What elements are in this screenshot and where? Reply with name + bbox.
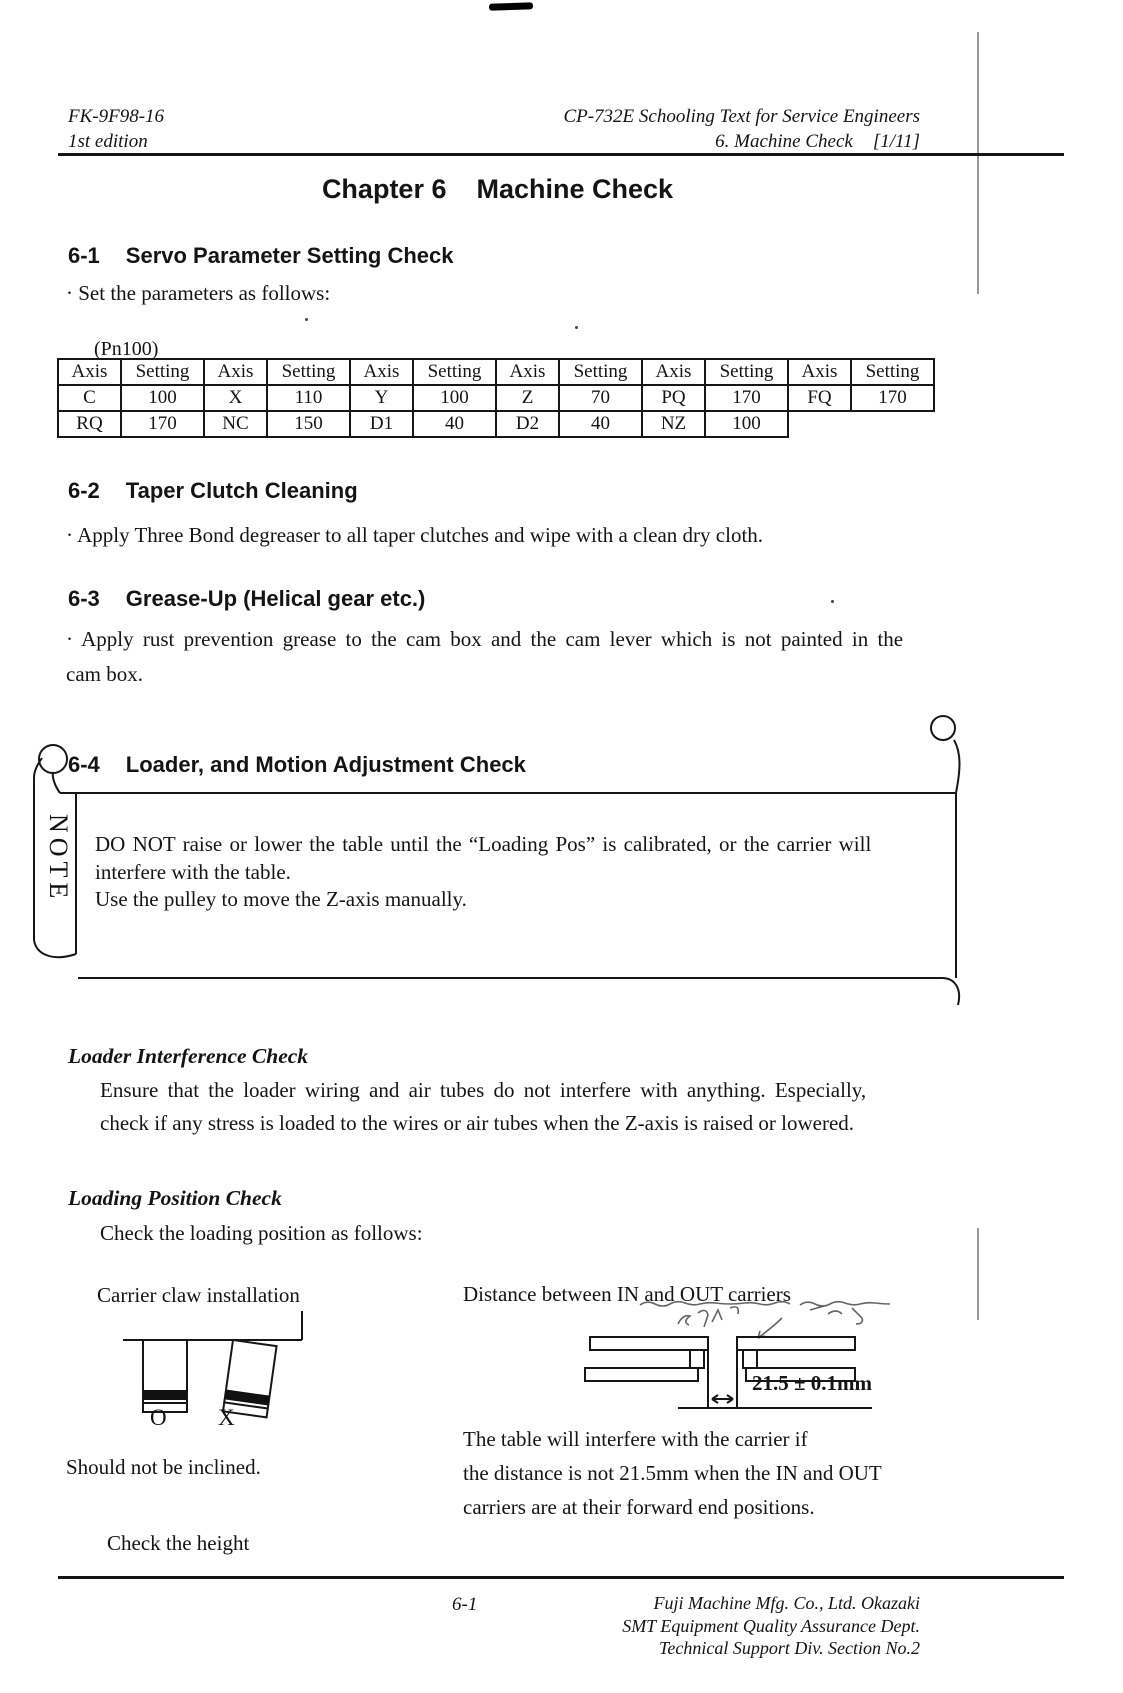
setting-cell: 40 [559,411,642,437]
claw-diagram-title: Carrier claw installation [97,1283,300,1307]
setting-header: Setting [413,359,496,385]
dimension-arrow [712,1395,733,1403]
section-6-3-body [66,622,926,692]
claw-caption: Should not be inclined. [66,1455,261,1479]
caption-line: the distance is not 21.5mm when the IN and OUT [463,1461,882,1485]
in-carrier-web [690,1350,704,1368]
section-title: Taper Clutch Cleaning [125,478,358,503]
handwritten-annotation [810,1306,862,1324]
section-heading-6-1 [68,243,454,269]
scan-edge-line-top [977,32,979,294]
note-label: NOTE [44,814,73,904]
axis-header: Axis [58,359,121,385]
org-line: Technical Support Div. Section No.2 [659,1638,920,1658]
scan-speck [575,326,578,329]
body-line: Ensure that the loader wiring and air tubes do not interfere with anything. Especially, [100,1078,867,1102]
scroll-top-left-join [53,772,60,793]
scroll-top-right-curl [931,716,955,740]
setting-header: Setting [559,359,642,385]
header-left [68,104,164,154]
distance-caption [463,1422,925,1524]
handwritten-annotation [698,1310,708,1327]
handwritten-annotation [730,1307,738,1314]
section-number: 6-2 [68,478,100,503]
handwritten-underline [640,1302,790,1306]
carrier-claw-diagram [95,1303,330,1421]
table-header-row [58,359,934,385]
setting-cell: 100 [413,385,496,411]
handwritten-arrow [758,1318,782,1338]
section-number: 6-3 [68,586,100,611]
in-carrier-bottom-bar [585,1368,698,1381]
setting-cell: 70 [559,385,642,411]
scan-smudge-top [489,2,533,11]
axis-cell: RQ [58,411,121,437]
ribbon-bottom-curve [34,940,76,957]
axis-cell: PQ [642,385,705,411]
chapter-label: Chapter 6 [321,174,447,204]
scan-speck [831,600,834,603]
scroll-top-right-tail [954,740,960,793]
section-title: Loader, and Motion Adjustment Check [125,752,526,777]
section-heading-6-3 [68,586,425,612]
section-6-2-body: · Apply Three Bond degreaser to all taper clutches and wipe with a clean dry cloth. [66,523,764,547]
servo-parameter-table [57,358,935,438]
axis-header: Axis [788,359,851,385]
loading-position-body: Check the loading position as follows: [100,1221,423,1245]
caption-line: The table will interfere with the carrier if [463,1427,808,1451]
section-title: Grease-Up (Helical gear etc.) [125,586,426,611]
page-number: 6-1 [452,1594,478,1615]
distance-diagram-title: Distance between IN and OUT carriers [463,1282,791,1306]
parameter-group-label: (Pn100) [94,338,159,360]
axis-cell: Y [350,385,413,411]
axis-header: Axis [204,359,267,385]
doc-code: FK-9F98-16 [68,106,165,127]
org-line: SMT Equipment Quality Assurance Dept. [622,1615,920,1636]
handwritten-annotation [712,1310,722,1322]
note-line: Use the pulley to move the Z-axis manually. [95,887,467,911]
axis-cell: D2 [496,411,559,437]
axis-header: Axis [496,359,559,385]
in-carrier-top-bar [590,1337,708,1350]
setting-cell: 40 [413,411,496,437]
scroll-top-left-curl [39,745,67,773]
axis-cell: D1 [350,411,413,437]
setting-header: Setting [705,359,788,385]
setting-cell: 170 [851,385,934,411]
chapter-title [60,174,935,205]
doc-edition: 1st edition [68,131,148,152]
scan-edge-line-mid [977,1228,979,1320]
handwritten-annotation [678,1316,690,1325]
footer-rule [58,1576,1064,1579]
setting-header: Setting [267,359,350,385]
doc-section-label: 6. Machine Check [715,131,853,152]
footer-organization [560,1592,920,1660]
body-line: · Apply rust prevention grease to the cam box and the cam lever which is not painted in the [66,627,904,651]
ribbon-top-join [34,758,42,778]
doc-title: CP-732E Schooling Text for Service Engineers [563,106,920,127]
note-line: interfere with the table. [95,859,291,884]
note-line: DO NOT raise or lower the table until the “Loading Pos” is calibrated, or the carrier will [95,832,872,856]
note-body [95,831,915,914]
handwritten-underline [800,1302,890,1306]
empty-cell [788,411,851,437]
axis-cell: C [58,385,121,411]
loader-interference-heading: Loader Interference Check [68,1044,309,1068]
section-heading-6-2 [68,478,358,504]
caption-line: carriers are at their forward end positions. [463,1495,815,1519]
carrier-distance-diagram [560,1298,890,1420]
setting-header: Setting [851,359,934,385]
chapter-name: Machine Check [476,174,674,204]
height-check-note: Check the height [107,1531,250,1555]
setting-cell: 170 [121,411,204,437]
loading-position-heading: Loading Position Check [68,1186,282,1210]
doc-page-marker: [1/11] [872,131,920,152]
claw-ok-label: O [150,1405,167,1430]
axis-cell: NZ [642,411,705,437]
empty-cell [851,411,934,437]
out-carrier-web [743,1350,757,1368]
axis-cell: X [204,385,267,411]
claw-ok [143,1340,187,1412]
org-line: Fuji Machine Mfg. Co., Ltd. Okazaki [653,1593,920,1613]
out-carrier-top-bar [737,1337,855,1350]
axis-header: Axis [350,359,413,385]
setting-cell: 110 [267,385,350,411]
header-rule [58,153,1064,156]
setting-cell: 170 [705,385,788,411]
table-row [58,385,934,411]
axis-cell: Z [496,385,559,411]
section-number: 6-1 [68,243,100,268]
dimension-label: 21.5 ± 0.1mm [752,1371,873,1395]
header-right [460,104,920,154]
setting-cell: 100 [705,411,788,437]
body-line: check if any stress is loaded to the wires or air tubes when the Z-axis is raised or lowered. [100,1111,855,1135]
body-line: cam box. [66,662,143,686]
setting-cell: 100 [121,385,204,411]
section-title: Servo Parameter Setting Check [125,243,454,268]
scroll-bottom-edge [78,978,959,1005]
section-number: 6-4 [68,752,100,777]
loader-interference-body [100,1074,912,1140]
setting-cell: 150 [267,411,350,437]
claw-body [143,1340,187,1412]
doc-section-line [460,129,920,154]
claw-ng-label: X [218,1405,235,1430]
claw-band [143,1390,187,1400]
section-6-1-intro: · Set the parameters as follows: [66,281,331,305]
table-row [58,411,934,437]
axis-cell: NC [204,411,267,437]
setting-header: Setting [121,359,204,385]
axis-header: Axis [642,359,705,385]
scan-speck [305,318,308,321]
axis-cell: FQ [788,385,851,411]
